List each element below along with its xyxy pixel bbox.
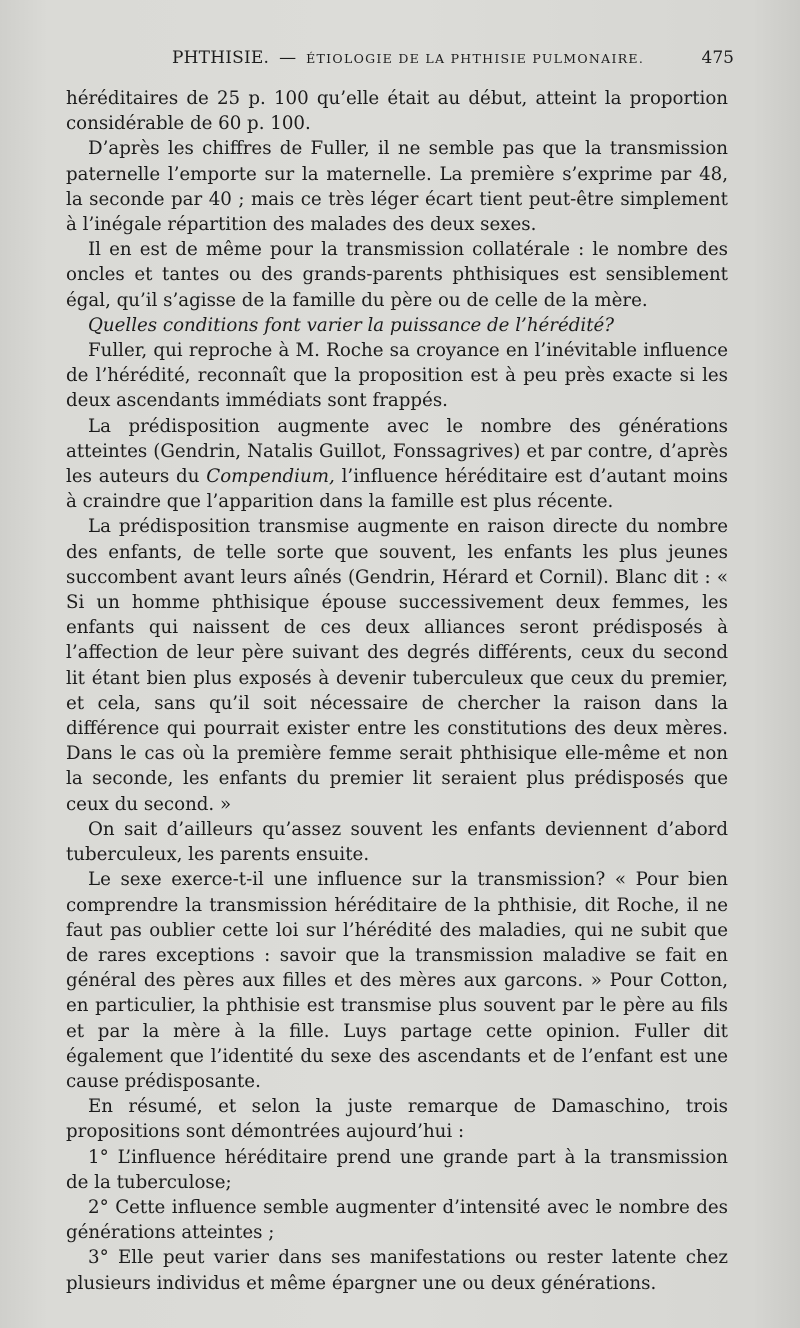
paragraph-8: On sait d’ailleurs qu’assez souvent les enfants deviennent d’abord tuberculeux, les parents ensuite.: [66, 818, 728, 866]
running-header: [172, 48, 732, 74]
proposition-3: 3° Elle peut varier dans ses manifestations ou rester latente chez plusieurs individus et même épargner une ou deux générations.: [66, 1247, 728, 1294]
paragraph-2: D’après les chiffres de Fuller, il ne semble pas que la transmission paternelle l’emporte sur la maternelle. La première s’exprime par 48, la seconde par 40 ; mais ce très léger écart tient peut-être simplement à l’inégale répartition des malades des deux sexes.: [66, 138, 728, 236]
header-subtitle: ÉTIOLOGIE DE LA PHTHISIE PULMONAIRE.: [306, 51, 645, 66]
proposition-2: 2° Cette influence semble augmenter d’intensité avec le nombre des générations atteintes ;: [66, 1196, 728, 1244]
compendium-title: Compendium,: [206, 466, 335, 488]
paragraph-9: Le sexe exerce-t-il une influence sur la transmission? « Pour bien comprendre la transmission héréditaire de la phthisie, dit Roche, il ne faut pas oublier cette loi sur l’hérédité des maladies, qui ne subit que de rares exceptions : savoir que la transmission maladive se fait en général des pères aux filles et des mères aux garcons. » Pour Cotton, en particulier, la phthisie est transmise plus souvent par le père au fils et par la mère à la fille. Luys partage cette opinion. Fuller dit également que l’identité du sexe des ascendants et de l’enfant est une cause prédisposante.: [66, 869, 728, 1092]
italic-question: Quelles conditions font varier la puissance de l’hérédité?: [88, 314, 615, 336]
proposition-1: 1° L’influence héréditaire prend une grande part à la transmission de la tuberculose;: [66, 1146, 728, 1193]
paragraph-6-before: La prédisposition augmente avec le nombre des générations atteintes (Gendrin, Natalis Guillot, Fonssagrives) et par contre, d’après les auteurs du: [66, 415, 728, 488]
running-title: PHTHISIE.: [172, 48, 270, 68]
paragraph-7: La prédisposition transmise augmente en raison directe du nombre des enfants, de telle sorte que souvent, les enfants les plus jeunes succombent avant leurs aînés (Gendrin, Hérard et Cornil). Blanc dit : « Si un homme phthisique épouse successivement deux femmes, les enfants qui naissent de ces deux alliances seront prédisposés à l’affection de leur père suivant des degrés différents, ceux du second lit étant bien plus exposés à devenir tuberculeux que ceux du premier, et cela, sans qu’il soit nécessaire de chercher la raison dans la différence qui pourrait exister entre les constitutions des deux mères. Dans le cas où la première femme serait phthisique elle-même et non la seconde, les enfants du premier lit seraient plus prédisposés que ceux du second. »: [66, 516, 728, 815]
paragraph-6-after: l’influence héréditaire est d’autant moins à craindre que l’apparition dans la famille est plus récente.: [66, 466, 728, 513]
paragraph-6: [66, 414, 728, 515]
paragraph-3: Il en est de même pour la transmission collatérale : le nombre des oncles et tantes ou des grands-parents phthisiques est sensiblement égal, qu’il s’agisse de la famille du père ou de celle de la mère.: [66, 239, 728, 311]
paragraph-10: En résumé, et selon la juste remarque de Damaschino, trois propositions sont démontrées aujourd’hui :: [66, 1096, 728, 1143]
body-text: [66, 86, 728, 1296]
paragraph-5: Fuller, qui reproche à M. Roche sa croyance en l’inévitable influence de l’hérédité, reconnaît que la proposition est à peu près exacte si les deux ascendants immédiats sont frappés.: [66, 340, 728, 412]
paragraph-1: héréditaires de 25 p. 100 qu’elle était au début, atteint la proportion considérable de 60 p. 100.: [66, 88, 728, 135]
header-separator: —: [279, 48, 297, 68]
page-number: 475: [701, 48, 734, 68]
